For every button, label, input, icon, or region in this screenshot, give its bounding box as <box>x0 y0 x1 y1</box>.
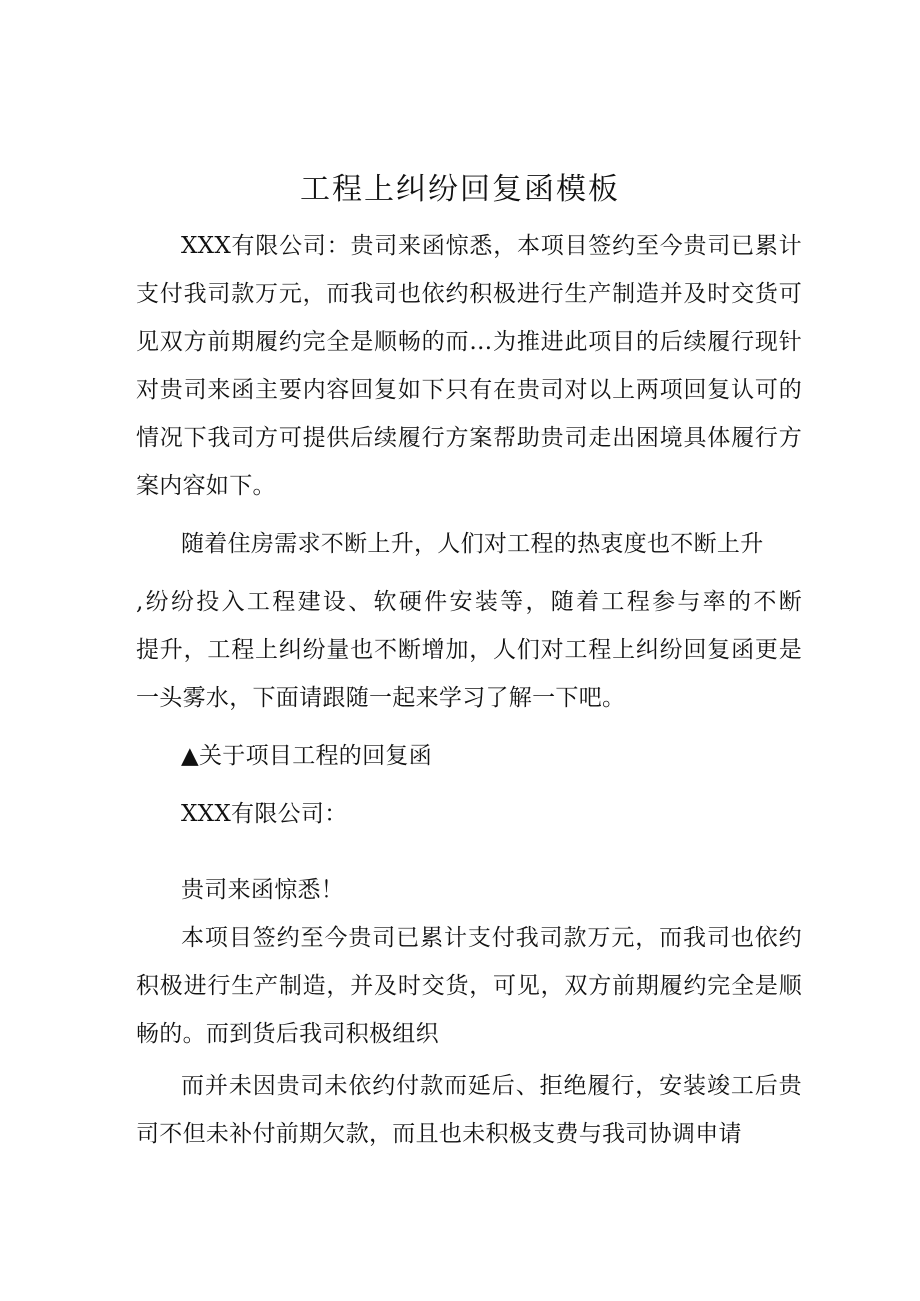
paragraph-2 <box>136 520 802 722</box>
paragraph-line: 对贵司来函主要内容回复如下只有在贵司对以上两项回复认可的 <box>136 377 802 403</box>
paragraph-line: 案内容如下。 <box>136 473 276 499</box>
paragraph-line: 畅的。而到货后我司积极组织 <box>136 1021 439 1047</box>
paragraph-line: 司不但未补付前期欠款，而且也未积极支费与我司协调申请 <box>136 1121 742 1147</box>
paragraph-line: 而并未因贵司未依约付款而延后、拒绝履行，安装竣工后贵 <box>181 1073 802 1099</box>
paragraph-line: 提升，工程上纠纷量也不断增加，人们对工程上纠纷回复函更是 <box>136 637 802 663</box>
paragraph-line: 本项目签约至今贵司已累计支付我司款万元，而我司也依约 <box>181 925 802 951</box>
paragraph-line: XXX有限公司：贵司来函惊悉，本项目签约至今贵司已累计 <box>181 233 802 259</box>
paragraph-line: 随着住房需求不断上升，人们对工程的热衷度也不断上升 <box>181 531 764 557</box>
spacer <box>136 838 802 862</box>
paragraph-3 <box>136 914 802 1058</box>
paragraph-4 <box>136 1062 802 1158</box>
document-body <box>136 222 802 1158</box>
paragraph-line: 情况下我司方可提供后续履行方案帮助贵司走出困境具体履行方 <box>136 425 802 451</box>
paragraph-line: ,纷纷投入工程建设、软硬件安装等，随着工程参与率的不断 <box>136 589 802 615</box>
document-title: 工程上纠纷回复函模板 <box>300 172 620 207</box>
paragraph-line: 支付我司款万元，而我司也依约积极进行生产制造并及时交货可 <box>136 281 802 307</box>
greeting: 贵司来函惊悉！ <box>181 877 345 903</box>
paragraph-line: 一头雾水，下面请跟随一起来学习了解一下吧。 <box>136 685 626 711</box>
paragraph-1 <box>136 222 802 510</box>
salutation: XXX有限公司： <box>181 801 348 827</box>
section-heading: ▲关于项目工程的回复函 <box>181 743 432 769</box>
paragraph-line: 见双方前期履约完全是顺畅的而…为推进此项目的后续履行现针 <box>136 329 802 355</box>
paragraph-line: 积极进行生产制造，并及时交货，可见，双方前期履约完全是顺 <box>136 973 802 999</box>
